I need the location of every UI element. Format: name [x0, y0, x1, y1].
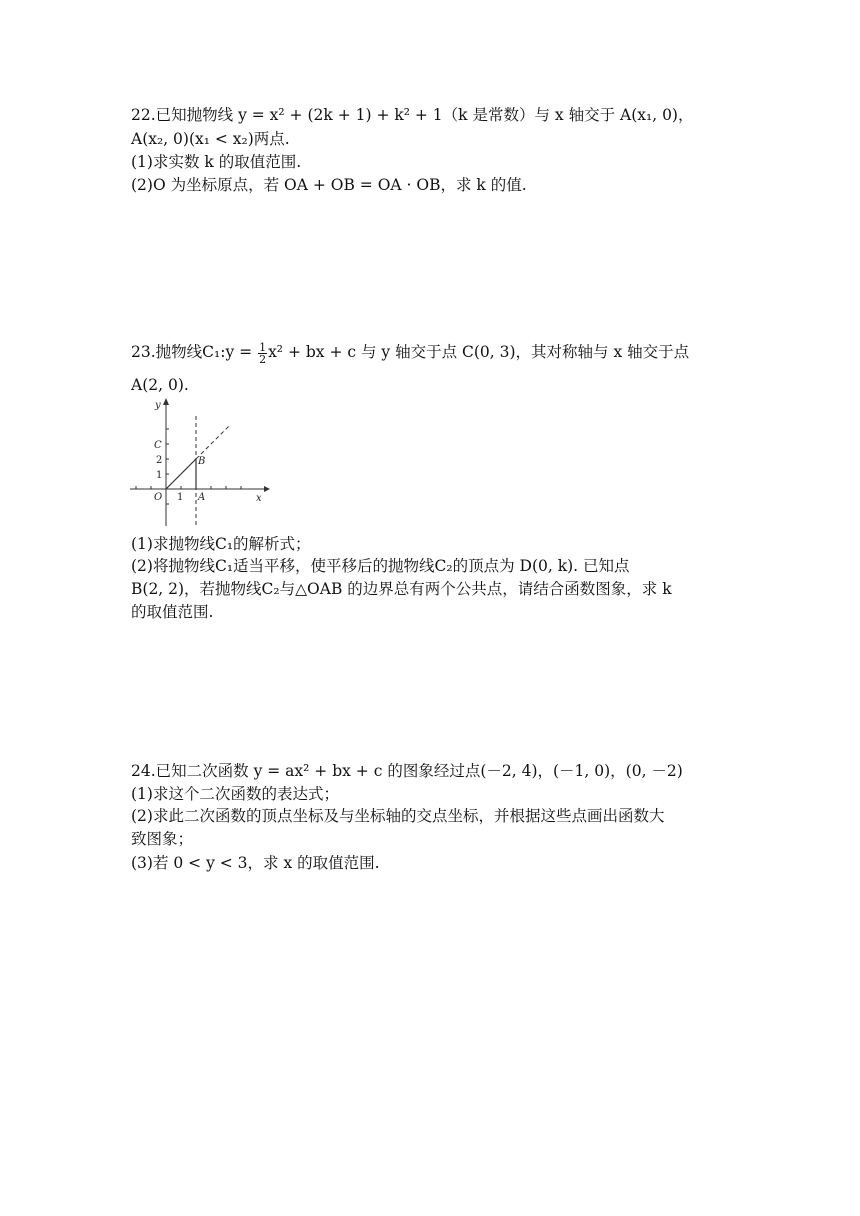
- y-tick-label-2: 2: [156, 455, 163, 466]
- q23-stem-line1: [131, 341, 689, 365]
- q22-stem-line2: A(x₂, 0)(x₁ < x₂)两点.: [131, 130, 290, 148]
- q23-part1: (1)求抛物线C₁的解析式；: [131, 535, 311, 553]
- y-axis-arrow: [163, 398, 169, 405]
- q24-stem: 24.已知二次函数 y = ax² + bx + c 的图象经过点(－2, 4)，(－1, 0)，(0, －2): [131, 762, 683, 780]
- fraction-one-half: [258, 342, 267, 365]
- x-axis-arrow: [264, 486, 270, 492]
- q22-part1: (1)求实数 k 的取值范围.: [131, 153, 302, 171]
- q23-stem-prefix: 23.抛物线C₁:y =: [131, 343, 253, 361]
- q23-part2-line2: B(2, 2)，若抛物线C₂与△OAB 的边界总有两个公共点，请结合函数图象，求 k: [131, 580, 672, 598]
- q22-part2: (2)O 为坐标原点，若 OA + OB = OA · OB，求 k 的值.: [131, 176, 527, 194]
- y-axis-label: y: [155, 400, 161, 411]
- fraction-denominator: 2: [259, 352, 267, 366]
- q24-part2-line2: 致图象；: [131, 830, 194, 848]
- q24-part2-line1: (2)求此二次函数的顶点坐标及与坐标轴的交点坐标，并根据这些点画出函数大: [131, 807, 665, 825]
- fraction-numerator: 1: [259, 340, 267, 354]
- line-extension-dashed: [196, 425, 230, 459]
- x-tick-label-1: 1: [177, 492, 184, 503]
- point-B-label: B: [198, 456, 206, 467]
- q23-stem-line2: A(2, 0).: [131, 376, 189, 394]
- segment-OB: [166, 459, 196, 489]
- q22-stem-line1: 22.已知抛物线 y = x² + (2k + 1) + k² + 1（k 是常数）与 x 轴交于 A(x₁, 0)，: [131, 106, 694, 124]
- origin-label: O: [154, 492, 163, 503]
- q23-part2-line1: (2)将抛物线C₁适当平移，使平移后的抛物线C₂的顶点为 D(0, k). 已知点: [131, 557, 630, 575]
- q24-part3: (3)若 0 < y < 3，求 x 的取值范围.: [131, 854, 380, 872]
- q23-stem-suffix: x² + bx + c 与 y 轴交于点 C(0, 3)，其对称轴与 x 轴交于点: [268, 343, 690, 361]
- point-A-label: A: [198, 492, 206, 503]
- point-C-label: C: [154, 440, 162, 451]
- q24-part1: (1)求这个二次函数的表达式；: [131, 785, 339, 803]
- y-tick-label-1: 1: [156, 470, 163, 481]
- x-axis-label: x: [256, 493, 262, 504]
- coordinate-figure: [128, 396, 270, 530]
- q23-part2-line3: 的取值范围.: [131, 603, 214, 621]
